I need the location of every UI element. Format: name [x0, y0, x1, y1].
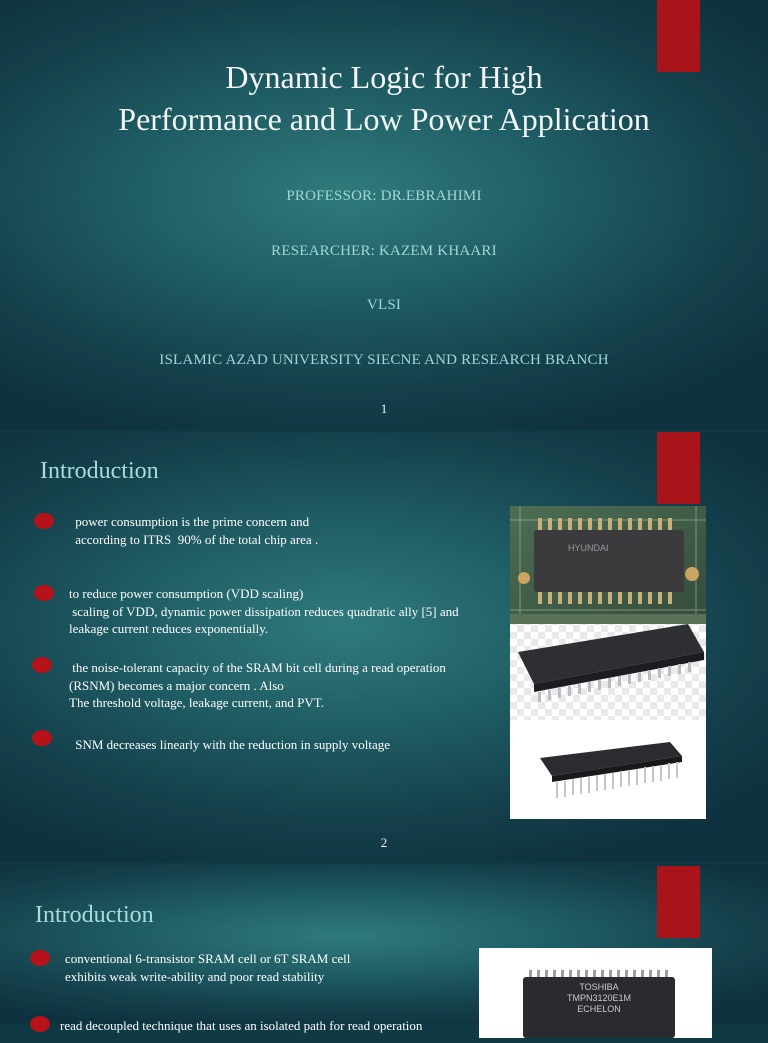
title-line-2: Performance and Low Power Application	[118, 101, 650, 137]
bullet-marker	[34, 585, 54, 601]
bullet-marker	[34, 513, 54, 529]
slide-heading: Introduction	[35, 902, 154, 928]
red-accent-tab	[657, 432, 700, 504]
slide-heading: Introduction	[40, 458, 159, 484]
toshiba-chip-image	[479, 948, 712, 1038]
researcher-line: RESEARCHER: KAZEM KHAARI	[271, 243, 497, 259]
page-number: 1	[380, 401, 388, 416]
chip-label-line-1: TOSHIBA	[579, 982, 619, 992]
chip-label-line-2: TMPN3120E1M	[566, 993, 632, 1003]
introduction-slide-2	[0, 864, 768, 1033]
course-line: VLSI	[366, 297, 402, 313]
title-line-1: Dynamic Logic for High	[225, 59, 543, 95]
bullet-marker	[30, 1016, 50, 1032]
toshiba-chip-photo	[479, 948, 712, 1038]
chip-label-line-3: ECHELON	[577, 1004, 621, 1014]
bullet-marker	[30, 950, 50, 966]
page-number: 2	[380, 835, 388, 850]
ic-chips-image	[510, 506, 706, 819]
bullet-text: to reduce power consumption (VDD scaling) scaling of VDD, dynamic power dissipation reduces quadratic ally [5] and leakage current reduces exponentially.	[69, 586, 459, 636]
chip-top-label: HYUNDAI	[568, 543, 609, 553]
university-line: ISLAMIC AZAD UNIVERSITY SIECNE AND RESEARCH BRANCH	[159, 352, 609, 368]
professor-line: PROFESSOR: DR.EBRAHIMI	[286, 188, 482, 204]
bullet-marker	[32, 657, 52, 673]
introduction-slide	[0, 432, 768, 862]
slide-title	[0, 56, 768, 140]
chip-photos	[510, 506, 706, 819]
bullet-text: conventional 6-transistor SRAM cell or 6T SRAM cell exhibits weak write-ability and poor read stability	[65, 951, 351, 984]
bullet-text: power consumption is the prime concern and according to ITRS 90% of the total chip area .	[75, 514, 319, 547]
red-accent-tab	[657, 866, 700, 938]
title-slide	[0, 0, 768, 430]
bullet-text: SNM decreases linearly with the reduction in supply voltage	[72, 737, 391, 752]
bullet-marker	[32, 730, 52, 746]
bullet-text: read decoupled technique that uses an isolated path for read operation	[60, 1018, 423, 1033]
bullet-text: the noise-tolerant capacity of the SRAM bit cell during a read operation (RSNM) becomes a major concern . Also The threshold voltage, leakage current, and PVT.	[69, 660, 446, 710]
